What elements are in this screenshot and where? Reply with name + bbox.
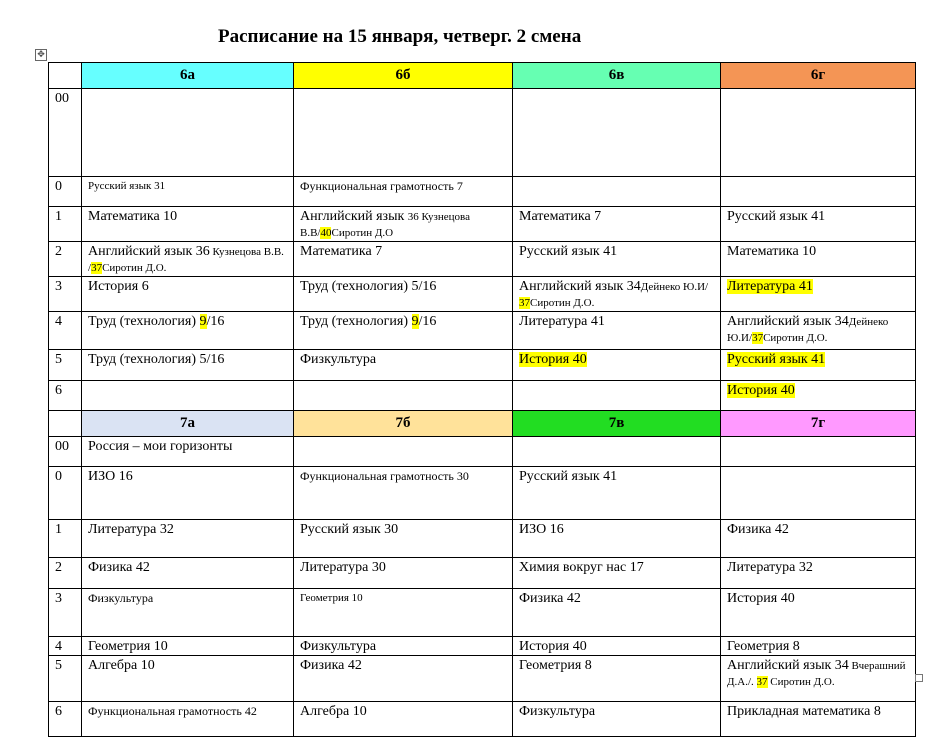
cell-text: История 40 <box>519 352 587 367</box>
lesson-cell: Физика 42 <box>721 520 916 558</box>
lesson-cell: Физкультура <box>513 702 721 737</box>
cell-text: История 40 <box>727 383 795 398</box>
lesson-cell: Литература 32 <box>721 558 916 589</box>
lesson-cell: История 40 <box>513 637 721 656</box>
lesson-cell <box>294 89 513 177</box>
lesson-cell: Труд (технология) 5/16 <box>294 277 513 312</box>
table-row <box>49 520 916 558</box>
lesson-number: 2 <box>49 242 82 277</box>
lesson-cell: Русский язык 41 <box>721 207 916 242</box>
lesson-cell <box>294 381 513 411</box>
lesson-cell <box>294 177 513 207</box>
lesson-number: 0 <box>49 177 82 207</box>
cell-text: Английский язык 36 <box>88 244 210 259</box>
table-row <box>49 702 916 737</box>
lesson-cell <box>82 702 294 737</box>
lesson-cell: Химия вокруг нас 17 <box>513 558 721 589</box>
cell-text: Дейнеко Ю.И/ 37Сиротин Д.О. <box>519 281 709 309</box>
lesson-cell: Геометрия 8 <box>513 656 721 702</box>
table-resize-handle[interactable] <box>915 674 923 682</box>
table-row <box>49 277 916 312</box>
class-header-7-1: 7б <box>294 411 513 437</box>
lesson-cell <box>82 177 294 207</box>
lesson-number: 00 <box>49 437 82 467</box>
lesson-cell <box>294 207 513 242</box>
lesson-number: 00 <box>49 89 82 177</box>
class-header-7-2: 7в <box>513 411 721 437</box>
lesson-cell <box>721 312 916 350</box>
lesson-cell <box>721 350 916 381</box>
cell-text: Литература 41 <box>727 279 813 294</box>
lesson-cell: Литература 30 <box>294 558 513 589</box>
lesson-cell: Физика 42 <box>513 589 721 637</box>
lesson-cell: Литература 41 <box>513 312 721 350</box>
lesson-cell: Русский язык 41 <box>513 467 721 520</box>
cell-text: Кузнецова В.В. /37Сиротин Д.О. <box>88 246 284 274</box>
lesson-cell <box>82 312 294 350</box>
lesson-number: 2 <box>49 558 82 589</box>
table-row <box>49 207 916 242</box>
lesson-cell <box>82 242 294 277</box>
lesson-number: 5 <box>49 656 82 702</box>
class-header-6-2: 6в <box>513 63 721 89</box>
table-row <box>49 656 916 702</box>
table-row <box>49 467 916 520</box>
table-row <box>49 312 916 350</box>
lesson-cell: Алгебра 10 <box>82 656 294 702</box>
cell-text: Русский язык 31 <box>88 180 166 192</box>
lesson-number: 3 <box>49 277 82 312</box>
lesson-cell <box>82 381 294 411</box>
lesson-cell <box>82 89 294 177</box>
table-row <box>49 350 916 381</box>
lesson-cell: Математика 7 <box>294 242 513 277</box>
lesson-cell: ИЗО 16 <box>513 520 721 558</box>
lesson-cell <box>513 381 721 411</box>
cell-text: 36 Кузнецова В.В/40Сиротин Д.О <box>300 211 470 239</box>
cell-text: Русский язык 41 <box>727 352 826 367</box>
lesson-number: 6 <box>49 702 82 737</box>
lesson-cell <box>513 89 721 177</box>
cell-text: Английский язык <box>300 209 408 224</box>
lesson-cell: История 40 <box>721 589 916 637</box>
lesson-cell <box>513 277 721 312</box>
header-corner-cell <box>49 63 82 89</box>
lesson-cell <box>513 437 721 467</box>
lesson-cell: Алгебра 10 <box>294 702 513 737</box>
table-row <box>49 177 916 207</box>
class-header-6-1: 6б <box>294 63 513 89</box>
cell-text: Английский язык 34 <box>727 658 849 673</box>
lesson-number: 6 <box>49 381 82 411</box>
lesson-cell: Геометрия 10 <box>82 637 294 656</box>
lesson-cell: История 6 <box>82 277 294 312</box>
schedule-table <box>48 62 916 737</box>
lesson-cell <box>294 467 513 520</box>
lesson-number: 5 <box>49 350 82 381</box>
lesson-cell: Физкультура <box>294 350 513 381</box>
lesson-cell <box>294 437 513 467</box>
cell-text: Дейнеко Ю.И/37Сиротин Д.О. <box>727 316 889 344</box>
cell-text: Труд (технология) 9/16 <box>88 314 225 329</box>
class-header-row <box>49 411 916 437</box>
page-title: Расписание на 15 января, четверг. 2 смена <box>218 26 582 47</box>
lesson-cell <box>721 467 916 520</box>
table-row <box>49 437 916 467</box>
lesson-cell: Прикладная математика 8 <box>721 702 916 737</box>
header-corner-cell <box>49 411 82 437</box>
lesson-cell: Литература 32 <box>82 520 294 558</box>
lesson-cell: Физика 42 <box>82 558 294 589</box>
lesson-cell <box>82 589 294 637</box>
cell-text: Функциональная грамотность 30 <box>300 469 469 483</box>
cell-text: Труд (технология) 9/16 <box>300 314 437 329</box>
lesson-number: 1 <box>49 207 82 242</box>
lesson-number: 1 <box>49 520 82 558</box>
lesson-cell <box>721 177 916 207</box>
lesson-cell <box>721 437 916 467</box>
table-row <box>49 89 916 177</box>
lesson-cell: Россия – мои горизонты <box>82 437 294 467</box>
table-row <box>49 637 916 656</box>
class-header-7-3: 7г <box>721 411 916 437</box>
table-row <box>49 558 916 589</box>
lesson-number: 4 <box>49 637 82 656</box>
lesson-cell: ИЗО 16 <box>82 467 294 520</box>
class-header-6-3: 6г <box>721 63 916 89</box>
class-header-7-0: 7а <box>82 411 294 437</box>
table-row <box>49 589 916 637</box>
class-header-row <box>49 63 916 89</box>
table-row <box>49 242 916 277</box>
class-header-6-0: 6а <box>82 63 294 89</box>
cell-text: Физкультура <box>88 591 154 605</box>
lesson-cell: Русский язык 30 <box>294 520 513 558</box>
cell-text: Функциональная грамотность 7 <box>300 179 463 193</box>
cell-text: Функциональная грамотность 42 <box>88 704 257 718</box>
lesson-cell: Русский язык 41 <box>513 242 721 277</box>
lesson-cell <box>721 656 916 702</box>
lesson-number: 4 <box>49 312 82 350</box>
lesson-number: 0 <box>49 467 82 520</box>
lesson-cell: Математика 10 <box>82 207 294 242</box>
lesson-cell <box>721 381 916 411</box>
lesson-cell: Физика 42 <box>294 656 513 702</box>
table-move-handle-icon[interactable]: ✥ <box>35 49 47 61</box>
lesson-cell <box>513 177 721 207</box>
lesson-cell: Геометрия 8 <box>721 637 916 656</box>
lesson-cell: Математика 10 <box>721 242 916 277</box>
cell-text: Английский язык 34 <box>727 314 849 329</box>
lesson-cell <box>513 350 721 381</box>
lesson-number: 3 <box>49 589 82 637</box>
cell-text: Вчерашний Д.А./. 37 Сиротин Д.О. <box>727 660 906 688</box>
lesson-cell <box>294 312 513 350</box>
cell-text: Английский язык 34 <box>519 279 641 294</box>
lesson-cell: Физкультура <box>294 637 513 656</box>
lesson-cell <box>721 89 916 177</box>
lesson-cell <box>721 277 916 312</box>
cell-text: Геометрия 10 <box>300 592 363 604</box>
table-row <box>49 381 916 411</box>
lesson-cell: Математика 7 <box>513 207 721 242</box>
lesson-cell: Труд (технология) 5/16 <box>82 350 294 381</box>
lesson-cell <box>294 589 513 637</box>
